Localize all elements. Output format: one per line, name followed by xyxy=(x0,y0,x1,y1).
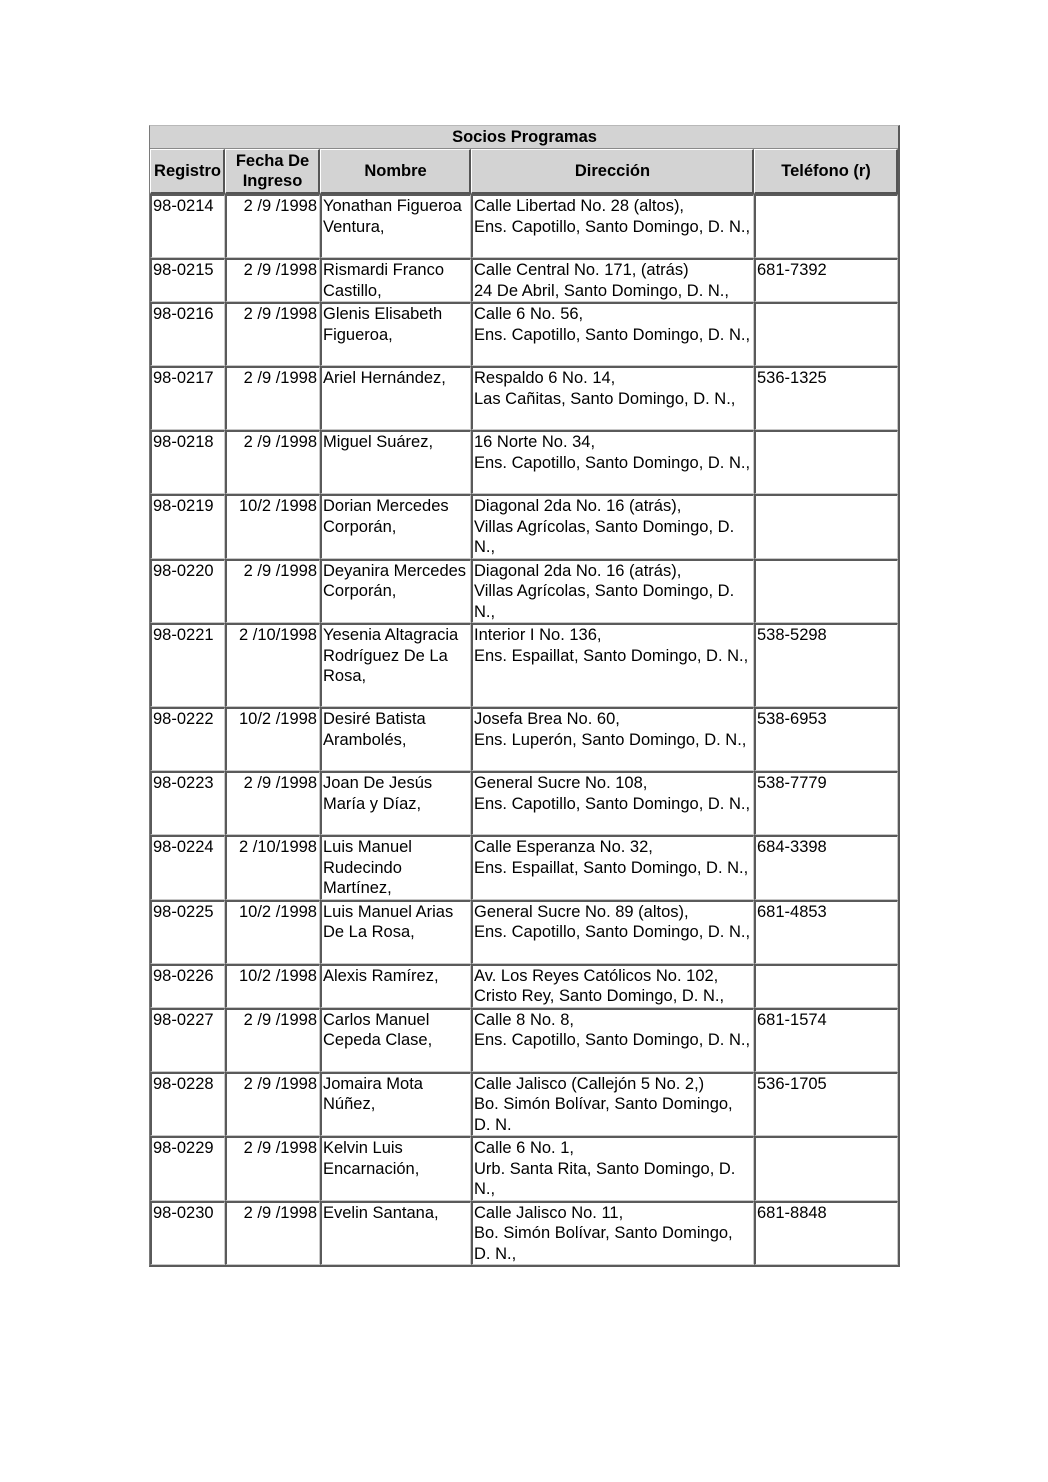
direccion-street: Josefa Brea No. 60, xyxy=(474,710,620,728)
table-body xyxy=(150,194,898,1265)
registro-cell: 98-0229 xyxy=(150,1136,225,1201)
fecha-cell: 2 /10/1998 xyxy=(225,835,320,900)
nombre-cell: Deyanira Mercedes Corporán, xyxy=(320,559,471,624)
telefono-cell: 538-6953 xyxy=(754,707,898,771)
table-header-row xyxy=(150,149,898,194)
telefono-cell xyxy=(754,430,898,494)
direccion-locality: Ens. Capotillo, Santo Domingo, D. N., xyxy=(474,923,751,941)
nombre-cell: Yesenia Altagracia Rodríguez De La Rosa, xyxy=(320,623,471,707)
nombre-cell: Luis Manuel Arias De La Rosa, xyxy=(320,900,471,964)
direccion-cell xyxy=(471,771,754,835)
direccion-locality: Ens. Espaillat, Santo Domingo, D. N., xyxy=(474,646,749,665)
telefono-cell: 536-1705 xyxy=(754,1072,898,1137)
fecha-cell: 2 /9 /1998 xyxy=(225,302,320,366)
nombre-cell: Glenis Elisabeth Figueroa, xyxy=(320,302,471,366)
direccion-cell xyxy=(471,1201,754,1266)
table-row xyxy=(150,366,898,430)
registro-cell: 98-0219 xyxy=(150,494,225,559)
table-row xyxy=(150,430,898,494)
direccion-locality: Villas Agrícolas, Santo Domingo, D. N., xyxy=(474,582,735,621)
nombre-cell: Luis Manuel Rudecindo Martínez, xyxy=(320,835,471,900)
nombre-cell: Joan De Jesús María y Díaz, xyxy=(320,771,471,835)
direccion-locality: Ens. Capotillo, Santo Domingo, D. N., xyxy=(474,1031,751,1049)
telefono-cell xyxy=(754,194,898,258)
fecha-cell: 2 /9 /1998 xyxy=(225,771,320,835)
direccion-street: Diagonal 2da No. 16 (atrás), xyxy=(474,561,682,580)
telefono-cell xyxy=(754,1136,898,1201)
direccion-cell xyxy=(471,302,754,366)
fecha-cell: 2 /9 /1998 xyxy=(225,1072,320,1137)
telefono-cell: 684-3398 xyxy=(754,835,898,900)
direccion-cell xyxy=(471,494,754,559)
direccion-locality: Cristo Rey, Santo Domingo, D. N., xyxy=(474,987,725,1005)
nombre-cell: Desiré Batista Arambolés, xyxy=(320,707,471,771)
registro-cell: 98-0228 xyxy=(150,1072,225,1137)
direccion-street: Calle Esperanza No. 32, xyxy=(474,838,653,856)
fecha-cell: 2 /9 /1998 xyxy=(225,1201,320,1266)
table-row xyxy=(150,900,898,964)
nombre-cell: Carlos Manuel Cepeda Clase, xyxy=(320,1008,471,1072)
direccion-cell xyxy=(471,258,754,302)
direccion-street: Diagonal 2da No. 16 (atrás), xyxy=(474,497,682,515)
table-row xyxy=(150,1072,898,1137)
table-title-row xyxy=(150,126,898,149)
direccion-locality: 24 De Abril, Santo Domingo, D. N., xyxy=(474,281,729,300)
direccion-locality: Ens. Espaillat, Santo Domingo, D. N., xyxy=(474,858,749,877)
table-row xyxy=(150,258,898,302)
direccion-street: Calle 6 No. 1, xyxy=(474,1139,574,1157)
fecha-cell: 2 /9 /1998 xyxy=(225,1136,320,1201)
telefono-cell: 538-7779 xyxy=(754,771,898,835)
table-row xyxy=(150,194,898,258)
telefono-cell xyxy=(754,964,898,1008)
telefono-cell: 538-5298 xyxy=(754,623,898,707)
nombre-cell: Miguel Suárez, xyxy=(320,430,471,494)
fecha-cell: 10/2 /1998 xyxy=(225,494,320,559)
fecha-cell: 2 /9 /1998 xyxy=(225,194,320,258)
table-row xyxy=(150,1201,898,1266)
nombre-cell: Dorian Mercedes Corporán, xyxy=(320,494,471,559)
registro-cell: 98-0216 xyxy=(150,302,225,366)
nombre-cell: Kelvin Luis Encarnación, xyxy=(320,1136,471,1201)
registro-cell: 98-0214 xyxy=(150,194,225,258)
registro-cell: 98-0222 xyxy=(150,707,225,771)
fecha-cell: 10/2 /1998 xyxy=(225,964,320,1008)
table-row xyxy=(150,964,898,1008)
direccion-cell xyxy=(471,623,754,707)
direccion-cell xyxy=(471,559,754,624)
nombre-cell: Alexis Ramírez, xyxy=(320,964,471,1008)
registro-cell: 98-0220 xyxy=(150,559,225,624)
direccion-street: General Sucre No. 89 (altos), xyxy=(474,902,689,921)
fecha-cell: 2 /9 /1998 xyxy=(225,430,320,494)
direccion-street: Calle Central No. 171, (atrás) xyxy=(474,261,689,279)
direccion-locality: Bo. Simón Bolívar, Santo Domingo, D. N. xyxy=(474,1095,733,1134)
telefono-cell: 681-1574 xyxy=(754,1008,898,1072)
table-title: Socios Programas xyxy=(150,126,898,149)
header-direccion: Dirección xyxy=(471,149,754,194)
direccion-street: Calle Libertad No. 28 (altos), xyxy=(474,197,685,215)
direccion-street: Calle 6 No. 56, xyxy=(474,305,584,323)
telefono-cell: 681-4853 xyxy=(754,900,898,964)
direccion-cell xyxy=(471,1072,754,1137)
table-row xyxy=(150,623,898,707)
registro-cell: 98-0225 xyxy=(150,900,225,964)
direccion-cell xyxy=(471,194,754,258)
direccion-cell xyxy=(471,900,754,964)
direccion-cell xyxy=(471,835,754,900)
fecha-cell: 2 /10/1998 xyxy=(225,623,320,707)
telefono-cell: 681-7392 xyxy=(754,258,898,302)
direccion-cell xyxy=(471,964,754,1008)
telefono-cell: 536-1325 xyxy=(754,366,898,430)
telefono-cell xyxy=(754,302,898,366)
fecha-cell: 10/2 /1998 xyxy=(225,900,320,964)
direccion-locality: Ens. Capotillo, Santo Domingo, D. N., xyxy=(474,453,751,472)
table-row xyxy=(150,707,898,771)
fecha-cell: 10/2 /1998 xyxy=(225,707,320,771)
header-telefono: Teléfono (r) xyxy=(754,149,898,194)
registro-cell: 98-0215 xyxy=(150,258,225,302)
table-row xyxy=(150,835,898,900)
direccion-locality: Bo. Simón Bolívar, Santo Domingo, D. N., xyxy=(474,1224,733,1263)
table-row xyxy=(150,302,898,366)
direccion-cell xyxy=(471,366,754,430)
nombre-cell: Ariel Hernández, xyxy=(320,366,471,430)
telefono-cell xyxy=(754,494,898,559)
direccion-locality: Ens. Capotillo, Santo Domingo, D. N., xyxy=(474,217,751,236)
registro-cell: 98-0223 xyxy=(150,771,225,835)
direccion-locality: Ens. Capotillo, Santo Domingo, D. N., xyxy=(474,325,751,344)
table-row xyxy=(150,494,898,559)
telefono-cell: 681-8848 xyxy=(754,1201,898,1266)
fecha-cell: 2 /9 /1998 xyxy=(225,258,320,302)
direccion-locality: Villas Agrícolas, Santo Domingo, D. N., xyxy=(474,517,735,556)
fecha-cell: 2 /9 /1998 xyxy=(225,366,320,430)
registro-cell: 98-0230 xyxy=(150,1201,225,1266)
nombre-cell: Jomaira Mota Núñez, xyxy=(320,1072,471,1137)
header-fecha-de-ingreso: Fecha De Ingreso xyxy=(225,149,320,194)
registro-cell: 98-0217 xyxy=(150,366,225,430)
nombre-cell: Yonathan Figueroa Ventura, xyxy=(320,194,471,258)
socios-programas-table xyxy=(149,125,900,1267)
direccion-locality: Ens. Capotillo, Santo Domingo, D. N., xyxy=(474,794,751,813)
direccion-street: General Sucre No. 108, xyxy=(474,774,648,792)
registro-cell: 98-0221 xyxy=(150,623,225,707)
direccion-cell xyxy=(471,430,754,494)
fecha-cell: 2 /9 /1998 xyxy=(225,559,320,624)
direccion-cell xyxy=(471,707,754,771)
direccion-cell xyxy=(471,1136,754,1201)
table-row xyxy=(150,771,898,835)
fecha-cell: 2 /9 /1998 xyxy=(225,1008,320,1072)
header-nombre: Nombre xyxy=(320,149,471,194)
table-row xyxy=(150,1008,898,1072)
direccion-street: Calle Jalisco No. 11, xyxy=(474,1203,624,1222)
direccion-street: Interior I No. 136, xyxy=(474,626,602,644)
registro-cell: 98-0226 xyxy=(150,964,225,1008)
table-row xyxy=(150,1136,898,1201)
direccion-street: Calle Jalisco (Callejón 5 No. 2,) xyxy=(474,1074,705,1093)
registro-cell: 98-0224 xyxy=(150,835,225,900)
registro-cell: 98-0218 xyxy=(150,430,225,494)
table-row xyxy=(150,559,898,624)
direccion-cell xyxy=(471,1008,754,1072)
direccion-street: Av. Los Reyes Católicos No. 102, xyxy=(474,966,719,985)
direccion-locality: Las Cañitas, Santo Domingo, D. N., xyxy=(474,389,736,408)
registro-cell: 98-0227 xyxy=(150,1008,225,1072)
direccion-street: Calle 8 No. 8, xyxy=(474,1010,574,1029)
telefono-cell xyxy=(754,559,898,624)
header-registro: Registro xyxy=(150,149,225,194)
nombre-cell: Evelin Santana, xyxy=(320,1201,471,1266)
direccion-locality: Ens. Luperón, Santo Domingo, D. N., xyxy=(474,730,747,749)
direccion-locality: Urb. Santa Rita, Santo Domingo, D. N., xyxy=(474,1159,736,1198)
direccion-street: Respaldo 6 No. 14, xyxy=(474,369,616,387)
direccion-street: 16 Norte No. 34, xyxy=(474,433,596,451)
nombre-cell: Rismardi Franco Castillo, xyxy=(320,258,471,302)
